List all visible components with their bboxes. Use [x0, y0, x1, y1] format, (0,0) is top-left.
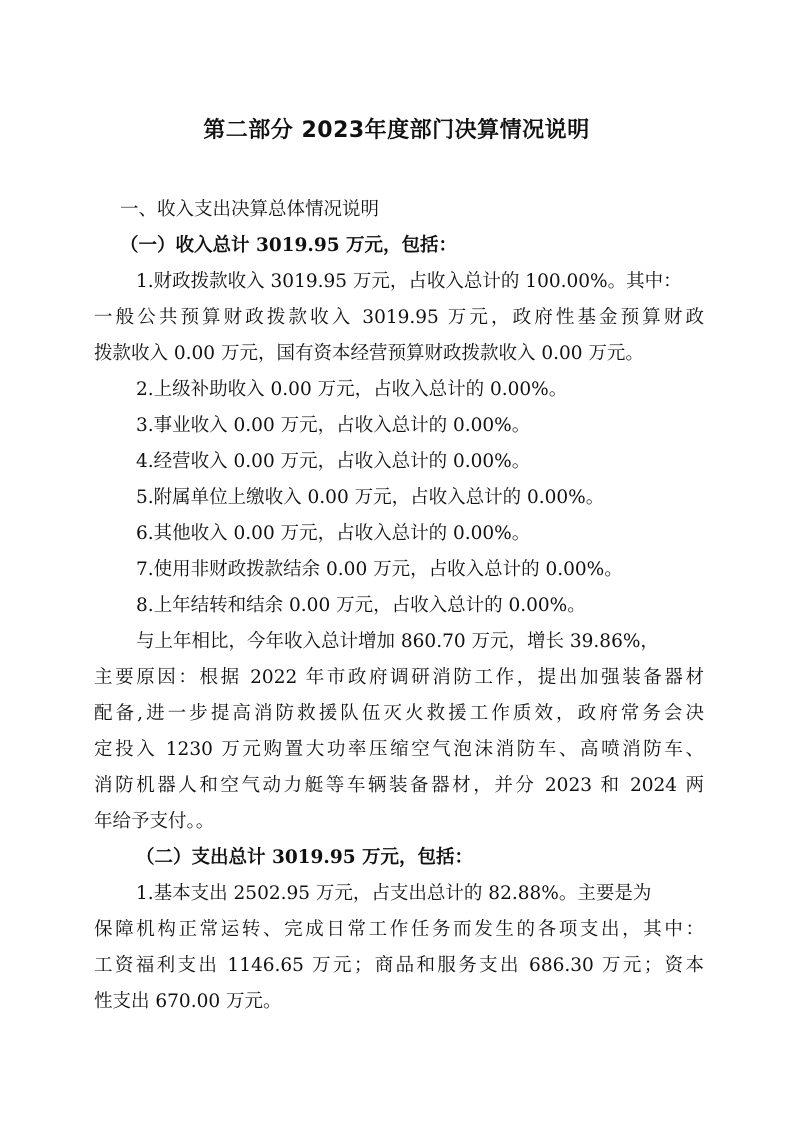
income-comparison-line3: 配备,进一步提高消防救援队伍灭火救援工作质效，政府常务会决	[94, 703, 704, 724]
income-item-operating: 4.经营收入 0.00 万元，占收入总计的 0.00%。	[136, 451, 531, 472]
income-item-superior-subsidy: 2.上级补助收入 0.00 万元，占收入总计的 0.00%。	[136, 379, 568, 400]
income-total-heading: （一）收入总计 3019.95 万元，包括：	[120, 235, 458, 256]
income-item-non-fiscal-balance: 7.使用非财政拨款结余 0.00 万元，占收入总计的 0.00%。	[136, 559, 623, 580]
income-item-fiscal-line2: 一般公共预算财政拨款收入 3019.95 万元，政府性基金预算财政	[94, 307, 704, 328]
income-item-fiscal-line3: 拨款收入 0.00 万元，国有资本经营预算财政拨款收入 0.00 万元。	[94, 343, 644, 364]
page-title: 第二部分 2023年度部门决算情况说明	[203, 118, 590, 143]
section-heading-income-expense: 一、收入支出决算总体情况说明	[120, 199, 380, 220]
income-item-business: 3.事业收入 0.00 万元，占收入总计的 0.00%。	[136, 415, 531, 436]
income-comparison-line5: 消防机器人和空气动力艇等车辆装备器材，并分 2023 和 2024 两	[94, 775, 704, 796]
expense-total-heading: （二）支出总计 3019.95 万元，包括：	[136, 847, 474, 868]
income-item-carryover: 8.上年结转和结余 0.00 万元，占收入总计的 0.00%。	[136, 595, 586, 616]
expense-item-basic-line2: 保障机构正常运转、完成日常工作任务而发生的各项支出，其中：	[94, 919, 704, 940]
expense-item-basic-line1: 1.基本支出 2502.95 万元，占支出总计的 82.88%。主要是为	[136, 883, 652, 904]
income-item-other: 6.其他收入 0.00 万元，占收入总计的 0.00%。	[136, 523, 531, 544]
income-comparison-line4: 定投入 1230 万元购置大功率压缩空气泡沫消防车、高喷消防车、	[94, 739, 704, 760]
income-comparison-line6: 年给予支付。。	[94, 811, 215, 832]
expense-item-basic-line3: 工资福利支出 1146.65 万元；商品和服务支出 686.30 万元；资本	[94, 955, 704, 976]
income-comparison-line2: 主要原因：根据 2022 年市政府调研消防工作，提出加强装备器材	[94, 667, 704, 688]
income-comparison-line1: 与上年相比，今年收入总计增加 860.70 万元，增长 39.86%，	[136, 631, 659, 652]
income-item-affiliated: 5.附属单位上缴收入 0.00 万元，占收入总计的 0.00%。	[136, 487, 605, 508]
document-body	[94, 192, 704, 1020]
expense-item-basic-line4: 性支出 670.00 万元。	[94, 991, 282, 1012]
income-item-fiscal-line1: 1.财政拨款收入 3019.95 万元，占收入总计的 100.00%。其中：	[136, 271, 682, 292]
